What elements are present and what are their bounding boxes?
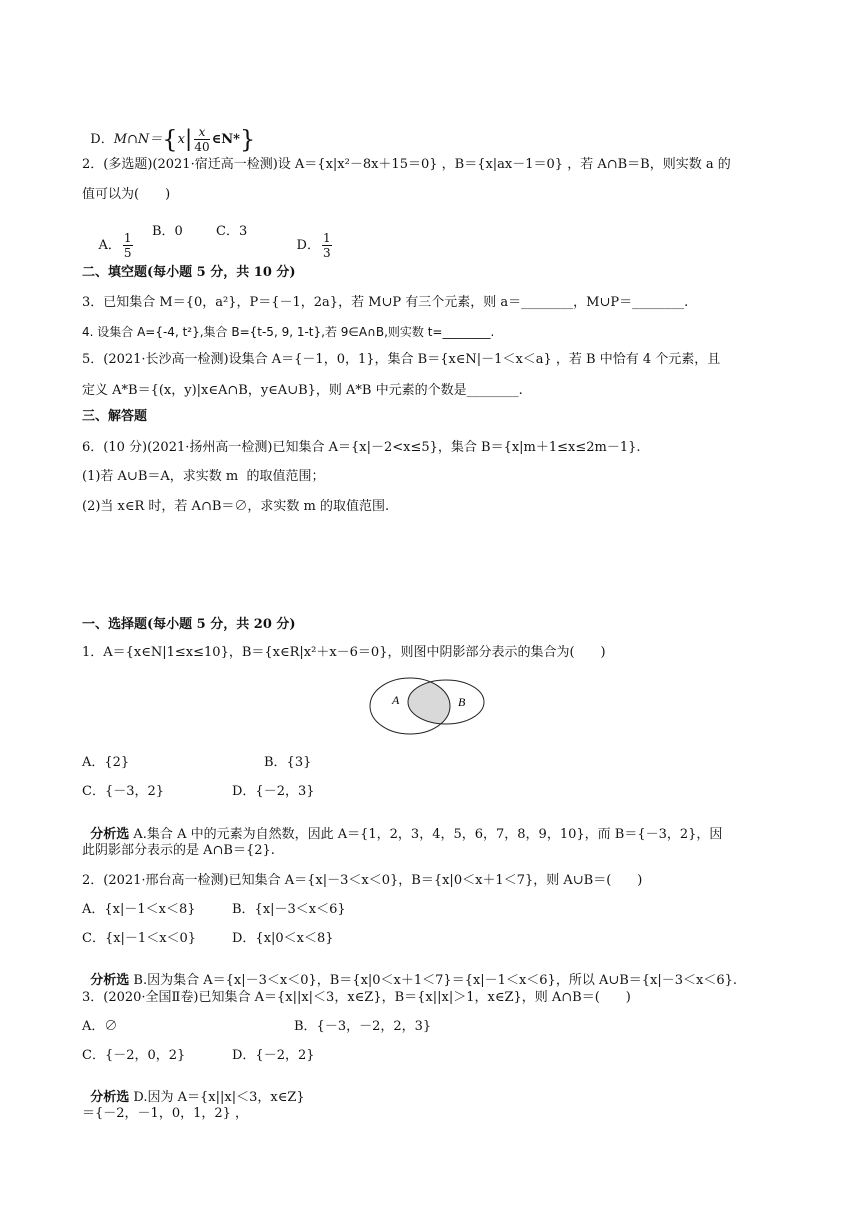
q2-line1: 2．(多选题)(2021·宿迁高一检测)设 A＝{x|x²－8x＋15＝0} ，B＝{x|ax－1＝0} ，若 A∩B＝B，则实数 a 的 <box>82 157 731 172</box>
p1-analysis-label: 分析选 <box>90 827 130 842</box>
q2-option-b: B．0 <box>152 224 183 239</box>
q1-option-d-tail: ∈N* <box>211 132 240 147</box>
p3-analysis-line1: 分析选 D.因为 A＝{x||x|＜3，x∈Z} <box>90 1090 305 1105</box>
p2-option-b: B．{x|－3＜x＜6} <box>232 902 346 917</box>
p1-option-c: C．{－3，2} <box>82 784 165 799</box>
p2-option-a: A．{x|－1＜x＜8} <box>82 902 196 917</box>
p1-option-b: B．{3} <box>264 755 312 770</box>
p2-stem: 2．(2021·邢台高一检测)已知集合 A＝{x|－3＜x＜0}，B＝{x|0＜x＋1＜7}，则 A∪B＝( ) <box>82 873 643 888</box>
p3-option-b: B．{－3，－2，2，3} <box>294 1019 432 1034</box>
q6-line3: (2)当 x∈R 时，若 A∩B＝∅，求实数 m 的取值范围. <box>82 499 390 514</box>
p1-option-a: A．{2} <box>82 755 130 770</box>
q1-option-d-expr: M∩N＝ <box>113 132 163 147</box>
q6-line2: (1)若 A∪B＝A，求实数 m 的取值范围； <box>82 469 325 484</box>
p3-option-a: A．∅ <box>82 1019 118 1034</box>
p2-option-d: D．{x|0＜x＜8} <box>232 931 334 946</box>
p2-analysis-label: 分析选 <box>90 973 130 988</box>
q5-line1: 5．(2021·长沙高一检测)设集合 A＝{－1，0，1}，集合 B＝{x∈N|－1＜x＜a} ，若 B 中恰有 4 个元素，且 <box>82 352 721 367</box>
p1-analysis-line2: 此阴影部分表示的是 A∩B＝{2}. <box>82 843 275 858</box>
q2-option-c: C．3 <box>216 224 248 239</box>
q2-line2: 值可以为( ) <box>82 187 171 202</box>
q5-line2: 定义 A*B＝{(x，y)|x∈A∩B，y∈A∪B}，则 A*B 中元素的个数是________. <box>82 383 523 398</box>
p2-option-c: C．{x|－1＜x＜0} <box>82 931 197 946</box>
section-choice-title: 一、选择题(每小题 5 分，共 20 分) <box>82 617 296 632</box>
venn-label-a: A <box>392 693 400 707</box>
q1-option-d-label: D． <box>90 132 114 147</box>
q6-line1: 6．(10 分)(2021·扬州高一检测)已知集合 A＝{x|－2<x≤5}，集合 B＝{x|m＋1≤x≤2m－1}. <box>82 440 641 455</box>
q2-option-a: A． $\frac{1}{5}$ <box>98 231 132 260</box>
q1-option-d: D．M∩N＝{x| $\frac{x}{40}$ ∈N*} <box>90 125 256 154</box>
q4-text: 4. 设集合 A={-4, t²},集合 B={t-5, 9, 1-t},若 9∈A∩B,则实数 t=________. <box>82 325 495 339</box>
p1-analysis-line1: 分析选 A.集合 A 中的元素为自然数，因此 A＝{1，2，3，4，5，6，7，8，9，10}，而 B＝{－3，2}，因 <box>90 827 723 842</box>
venn-label-b: B <box>458 695 466 709</box>
q1-option-d-fraction: $\frac{x}{40}$ <box>194 125 210 154</box>
section-fill-in-title: 二、填空题(每小题 5 分，共 10 分) <box>82 265 296 280</box>
p1-stem: 1．A＝{x∈N|1≤x≤10}，B＝{x∈R|x²＋x－6＝0}，则图中阴影部分表示的集合为( ) <box>82 645 606 660</box>
section-answer-title: 三、解答题 <box>82 409 148 424</box>
p3-option-c: C．{－2，0，2} <box>82 1048 186 1063</box>
p3-analysis-line2: ＝{－2，－1，0，1，2} ， <box>82 1106 249 1121</box>
q2-option-d: D． $\frac{1}{3}$ <box>296 231 331 260</box>
q3-text: 3．已知集合 M＝{0，a²}，P＝{－1，2a}，若 M∪P 有三个元素，则 a＝________，M∪P＝________. <box>82 295 689 310</box>
q1-option-d-var: x <box>177 132 185 147</box>
p1-option-d: D．{－2，3} <box>232 784 315 799</box>
p3-stem: 3．(2020·全国Ⅱ卷)已知集合 A＝{x||x|＜3，x∈Z}，B＝{x||x|＞1，x∈Z}，则 A∩B＝( ) <box>82 990 631 1005</box>
p3-analysis-label: 分析选 <box>90 1090 130 1105</box>
p2-analysis-line1: 分析选 B.因为集合 A＝{x|－3＜x＜0}，B＝{x|0＜x＋1＜7}＝{x|－1＜x＜6}，所以 A∪B＝{x|－3＜x＜6}. <box>90 973 738 988</box>
p3-option-d: D．{－2，2} <box>232 1048 315 1063</box>
venn-diagram <box>366 674 496 744</box>
